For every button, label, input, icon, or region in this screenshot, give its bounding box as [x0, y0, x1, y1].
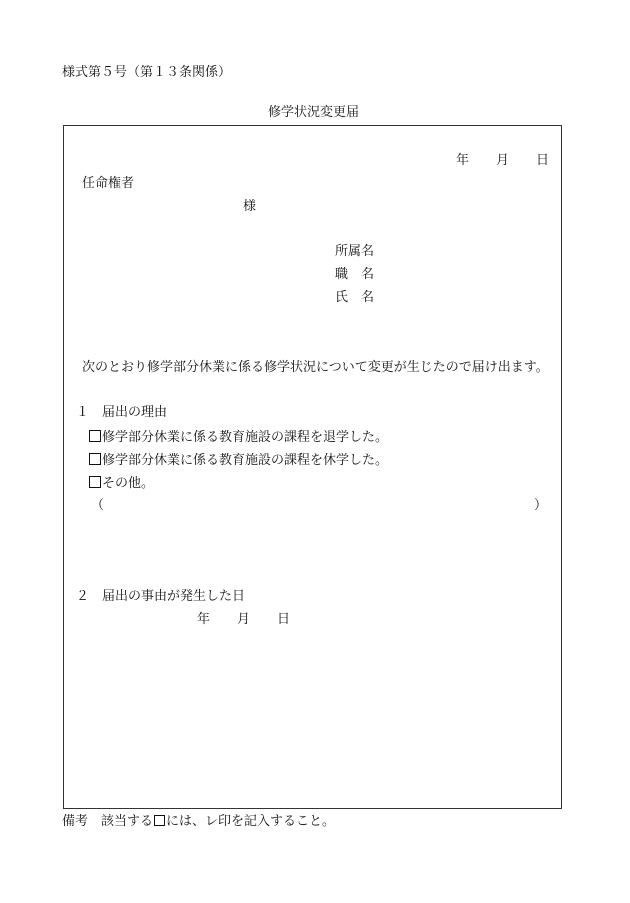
other-detail-field[interactable]	[108, 497, 532, 513]
recipient-label: 任命権者	[82, 176, 135, 191]
reason-leave-label: 修学部分休業に係る教育施設の課程を休学した。	[102, 453, 389, 468]
affiliation-label: 所属名	[335, 244, 375, 259]
statement-text: 次のとおり修学部分休業に係る修学状況について変更が生じたので届け出ます。	[82, 360, 549, 375]
checkbox-leave[interactable]	[89, 453, 101, 465]
section1-heading: １ 届出の理由	[76, 405, 168, 420]
recipient-honorific: 様	[243, 199, 257, 214]
other-detail-open-paren: （	[91, 498, 105, 513]
date-day-label: 日	[536, 153, 550, 168]
reason-option-other[interactable]	[89, 476, 154, 490]
checkbox-other[interactable]	[89, 476, 101, 488]
note-line	[62, 815, 335, 828]
event-month-label: 月	[237, 612, 251, 627]
reason-other-label: その他。	[102, 476, 155, 491]
reason-option-withdrawn[interactable]	[89, 430, 388, 444]
note-text-after: には、レ印を記入すること。	[166, 814, 336, 829]
event-day-label: 日	[277, 612, 291, 627]
position-label: 職 名	[335, 267, 375, 282]
reason-withdrawn-label: 修学部分休業に係る教育施設の課程を退学した。	[102, 430, 389, 445]
checkbox-symbol-icon	[154, 815, 165, 826]
form-title: 修学状況変更届	[268, 105, 360, 120]
name-label: 氏 名	[335, 290, 375, 305]
event-year-label: 年	[197, 612, 211, 627]
date-month-label: 月	[496, 153, 510, 168]
note-text-before: 該当する	[101, 814, 154, 829]
reason-option-leave[interactable]	[89, 453, 388, 467]
note-label: 備考	[62, 814, 89, 829]
date-year-label: 年	[456, 153, 470, 168]
other-detail-close-paren: ）	[534, 498, 548, 513]
checkbox-withdrawn[interactable]	[89, 430, 101, 442]
form-number: 様式第５号（第１３条関係）	[62, 65, 232, 80]
section2-heading: ２ 届出の事由が発生した日	[76, 589, 246, 604]
